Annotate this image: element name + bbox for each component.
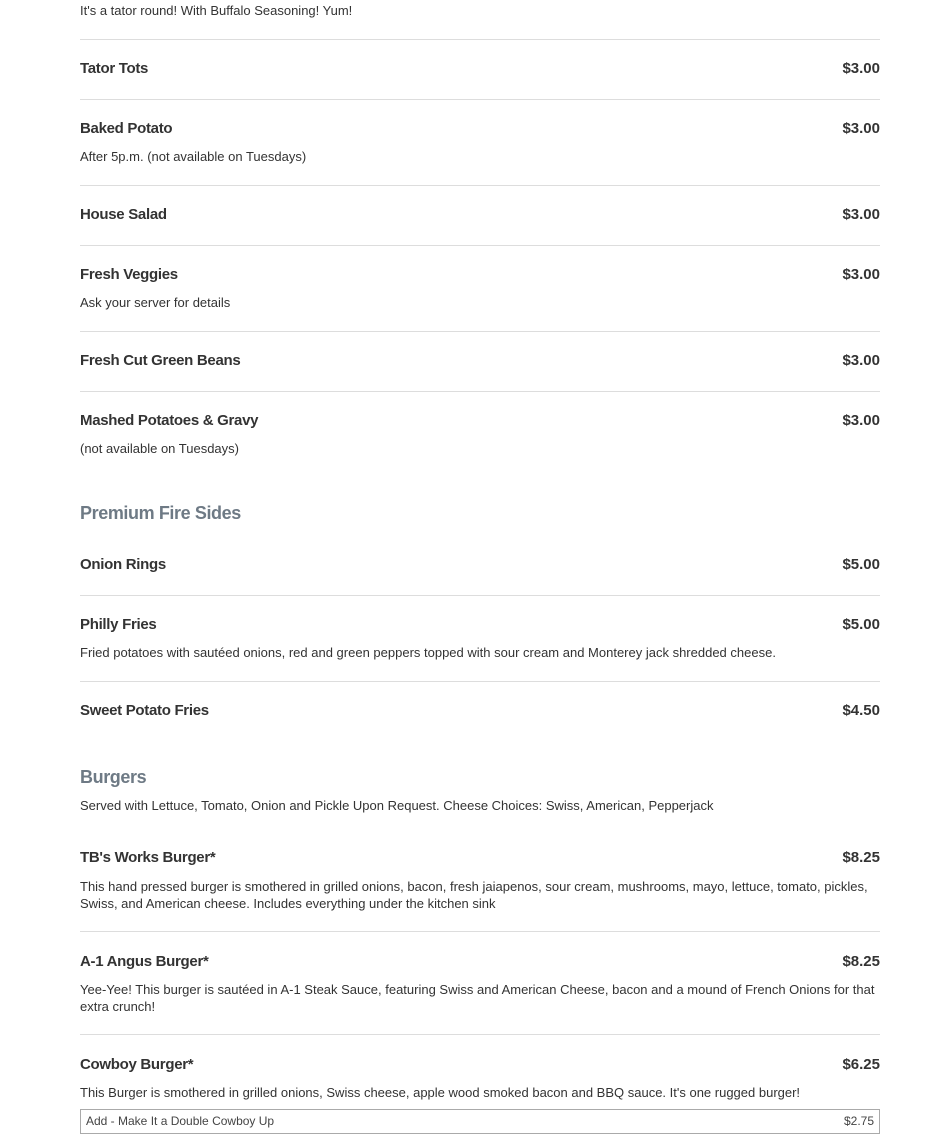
item-price: $6.25 bbox=[842, 1056, 880, 1073]
item-description: It's a tator round! With Buffalo Seasoning! Yum! bbox=[80, 3, 353, 18]
item-name: House Salad bbox=[80, 206, 167, 223]
divider bbox=[80, 245, 880, 246]
item-price: $5.00 bbox=[842, 556, 880, 573]
section-title: Burgers bbox=[80, 767, 147, 787]
addon-option[interactable] bbox=[80, 1109, 880, 1134]
item-description: This hand pressed burger is smothered in grilled onions, bacon, fresh jaiapenos, sour cream, mushrooms, mayo, lettuce, tomato, pickles, Swiss, and American cheese. Includes everything under the kitchen sink bbox=[80, 879, 868, 911]
item-name: Baked Potato bbox=[80, 120, 173, 137]
item-name: Cowboy Burger* bbox=[80, 1056, 194, 1073]
item-name: TB's Works Burger* bbox=[80, 849, 216, 866]
item-description: Ask your server for details bbox=[80, 295, 231, 310]
item-name: Sweet Potato Fries bbox=[80, 702, 209, 719]
addon-label: Add - Make It a Double Cowboy Up bbox=[86, 1114, 275, 1128]
divider bbox=[80, 595, 880, 596]
divider bbox=[80, 391, 880, 392]
addon-price: $2.75 bbox=[843, 1114, 874, 1128]
divider bbox=[80, 1034, 880, 1035]
divider bbox=[80, 99, 880, 100]
item-name: Tator Tots bbox=[80, 60, 149, 77]
item-price: $5.00 bbox=[842, 616, 880, 633]
section-title: Premium Fire Sides bbox=[80, 503, 241, 523]
divider bbox=[80, 331, 880, 332]
item-name: Mashed Potatoes & Gravy bbox=[80, 412, 259, 429]
item-name: A-1 Angus Burger* bbox=[80, 953, 209, 970]
item-price: $3.00 bbox=[842, 206, 880, 223]
item-price: $8.25 bbox=[842, 953, 880, 970]
item-name: Onion Rings bbox=[80, 556, 166, 573]
divider bbox=[80, 185, 880, 186]
item-description: (not available on Tuesdays) bbox=[80, 441, 239, 456]
item-description: This Burger is smothered in grilled onions, Swiss cheese, apple wood smoked bacon and BBQ sauce. It's one rugged burger! bbox=[80, 1085, 801, 1100]
item-price: $3.00 bbox=[842, 60, 880, 77]
item-price: $8.25 bbox=[842, 849, 880, 866]
item-price: $3.00 bbox=[842, 120, 880, 137]
item-name: Fresh Cut Green Beans bbox=[80, 352, 241, 369]
item-description: After 5p.m. (not available on Tuesdays) bbox=[80, 149, 307, 164]
item-price: $3.00 bbox=[842, 412, 880, 429]
item-name: Philly Fries bbox=[80, 616, 157, 633]
item-price: $3.00 bbox=[842, 352, 880, 369]
item-name: Fresh Veggies bbox=[80, 266, 178, 283]
divider bbox=[80, 931, 880, 932]
item-price: $4.50 bbox=[842, 702, 880, 719]
divider bbox=[80, 681, 880, 682]
item-price: $3.00 bbox=[842, 266, 880, 283]
item-description: Fried potatoes with sautéed onions, red and green peppers topped with sour cream and Monterey jack shredded cheese. bbox=[80, 645, 776, 660]
item-description: Yee-Yee! This burger is sautéed in A-1 Steak Sauce, featuring Swiss and American Cheese, bacon and a mound of French Onions for that extra crunch! bbox=[80, 982, 875, 1014]
section-subtitle: Served with Lettuce, Tomato, Onion and Pickle Upon Request. Cheese Choices: Swiss, American, Pepperjack bbox=[80, 798, 714, 813]
divider bbox=[80, 39, 880, 40]
